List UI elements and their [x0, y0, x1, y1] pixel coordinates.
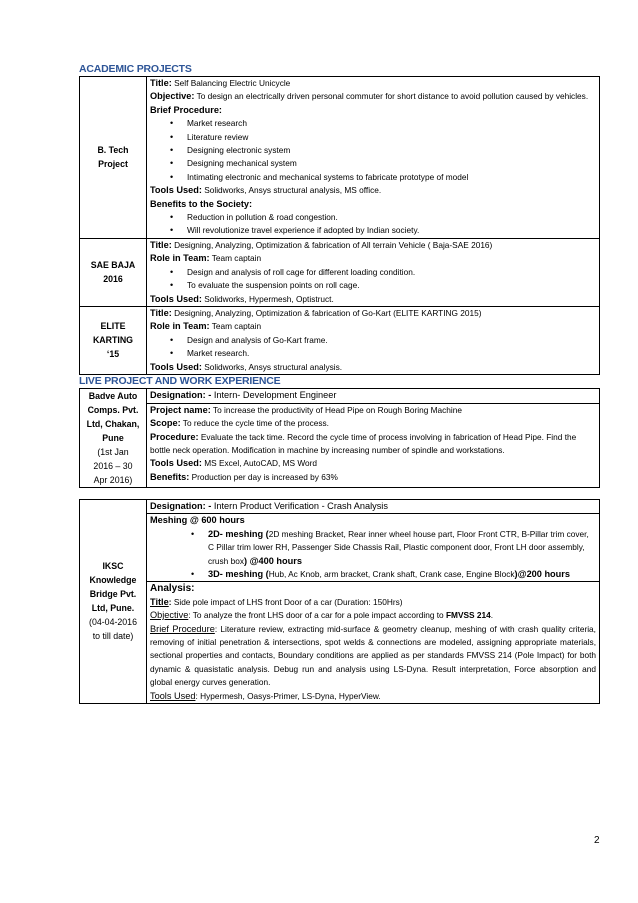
iksc-meshing-row [80, 514, 600, 582]
iksc-company-line2: Knowledge [89, 575, 137, 586]
list-item: • 2D- meshing (2D meshing Bracket, Rear inner wheel house part, Floor Front CTR, B-Pillar trim cover, C Pillar trim lower RH, Passenger Side Chassis Rail, Plastic component door, Front LH door assembly, crush box) @400 hours [208, 528, 596, 568]
btech-benefits-label: Benefits to the Society: [150, 198, 253, 209]
iksc-analysis-row [80, 582, 600, 704]
sae-baja-label-line1: SAE BAJA [90, 260, 136, 271]
elite-karting-row [80, 306, 600, 374]
badve-company-line3: Ltd, Chakan, [86, 418, 140, 429]
sae-baja-details-cell [147, 238, 600, 306]
btech-procedure-label: Brief Procedure: [150, 104, 222, 115]
btech-procedure-list [150, 117, 596, 184]
sae-baja-row [80, 238, 600, 306]
btech-title: Title: Self Balancing Electric Unicycle [150, 78, 291, 88]
elite-karting-details-cell [147, 306, 600, 374]
btech-label-line1: B. Tech [97, 145, 129, 156]
academic-projects-heading: ACADEMIC PROJECTS [79, 63, 192, 75]
badve-designation-cell: Designation: - Intern- Development Engineer [147, 388, 600, 403]
list-item: • 3D- meshing (Hub, Ac Knob, arm bracket, Crank shaft, Crank case, Engine Block)@200 hours [208, 568, 596, 581]
iksc-analysis-cell [147, 582, 600, 704]
table-spacer [79, 488, 602, 499]
iksc-designation-row [80, 499, 600, 513]
analysis-tools: Tools Used: Hypermesh, Oasys-Primer, LS-Dyna, HyperView. [150, 690, 381, 701]
elite-tools: Tools Used: Solidworks, Ansys structural analysis. [150, 361, 343, 372]
list-item: • Reduction in pollution & road congestion. [187, 211, 596, 224]
sae-baja-list [150, 266, 596, 293]
list-item: • Literature review [187, 131, 596, 144]
badve-procedure: Procedure: Evaluate the tack time. Record the cycle time of process involving in fabrication of Head Pipe. Find the bottle neck operation. Modification in machine by increasing number of spindle and workstations. [150, 431, 577, 456]
live-project-heading: LIVE PROJECT AND WORK EXPERIENCE [79, 374, 281, 387]
iksc-dates-line2: to till date) [92, 631, 134, 642]
badve-project: Project name: To increase the productivity of Head Pipe on Rough Boring Machine [150, 404, 462, 415]
btech-objective: Objective: To design an electrically driven personal commuter for short distance to avoid pollution caused by vehicles. [150, 91, 589, 102]
list-item: • Design and analysis of roll cage for different loading condition. [187, 266, 596, 279]
btech-benefits-list [150, 211, 596, 238]
list-item: • Designing mechanical system [187, 157, 596, 170]
badve-dates-line2: 2016 – 30 [93, 460, 133, 471]
list-item: • Market research. [187, 347, 596, 360]
sae-baja-label-cell [80, 238, 147, 306]
iksc-experience-table [79, 499, 600, 704]
academic-projects-table [79, 76, 600, 375]
elite-label-line2: KARTING [92, 335, 134, 346]
analysis-procedure: Brief Procedure: Literature review, extracting mid-surface & geometry cleanup, meshing of with crash quality criteria, removing of initial penetration & intersections, spot welds & connections are modeled, assigning appropriate materials, sectional properties and contacts, Boundary conditions are applied as per standards FMVSS 214 (Pole Impact) for both dynamic & quasistatic analysis. Debug run and analysis using LS-Dyna. Result interpretation, Force absorption and global energy curves generation. [150, 623, 596, 688]
badve-designation-row [80, 388, 600, 403]
elite-karting-label-cell [80, 306, 147, 374]
analysis-title: Title: Side pole impact of LHS front Door of a car (Duration: 150Hrs) [150, 596, 403, 607]
badve-company-line2: Comps. Pvt. [87, 404, 139, 415]
elite-list [150, 334, 596, 361]
badve-benefits: Benefits: Production per day is increased by 63% [150, 471, 338, 482]
elite-label-line3: ‘15 [106, 349, 120, 360]
badve-company-line4: Pune [102, 432, 124, 443]
badve-scope: Scope: To reduce the cycle time of the process. [150, 418, 329, 429]
btech-project-row [80, 77, 600, 239]
badve-details-row [80, 403, 600, 487]
elite-role: Role in Team: Team captain [150, 321, 262, 332]
analysis-objective: Objective: To analyze the front LHS door of a car for a pole impact according to FMVSS 214. [150, 610, 494, 621]
analysis-heading: Analysis: [150, 583, 195, 595]
page-number: 2 [594, 835, 600, 846]
badve-company-line1: Badve Auto [88, 390, 138, 401]
resume-page [79, 63, 602, 704]
iksc-company-line4: Ltd, Pune. [91, 603, 135, 614]
iksc-designation-cell: Designation: - Intern Product Verification - Crash Analysis [147, 499, 600, 513]
list-item: • Designing electronic system [187, 144, 596, 157]
sae-baja-tools: Tools Used: Solidworks, Hypermesh, Optistruct. [150, 293, 334, 304]
list-item: • To evaluate the suspension points on roll cage. [187, 279, 596, 292]
badve-dates-line3: Apr 2016) [93, 474, 133, 485]
btech-details-cell [147, 77, 600, 239]
btech-label-cell [80, 77, 147, 239]
list-item: • Intimating electronic and mechanical systems to fabricate prototype of model [187, 171, 596, 184]
badve-experience-table [79, 388, 600, 488]
elite-title: Title: Designing, Analyzing, Optimization & fabrication of Go-Kart (ELITE KARTING 2015) [150, 307, 482, 318]
sae-baja-role: Role in Team: Team captain [150, 253, 262, 264]
iksc-company-cell [80, 499, 147, 703]
badve-details-cell [147, 403, 600, 487]
btech-label-line2: Project [98, 159, 128, 170]
iksc-company-line3: Bridge Pvt. [89, 589, 137, 600]
iksc-meshing-cell [147, 514, 600, 582]
badve-tools: Tools Used: MS Excel, AutoCAD, MS Word [150, 458, 318, 469]
meshing-list [150, 528, 596, 582]
badve-company-cell [80, 388, 147, 487]
list-item: • Design and analysis of Go-Kart frame. [187, 334, 596, 347]
iksc-company-line1: IKSC [102, 561, 124, 572]
list-item: • Will revolutionize travel experience if adopted by Indian society. [187, 224, 596, 237]
iksc-dates-line1: (04-04-2016 [89, 617, 137, 628]
meshing-heading: Meshing @ 600 hours [150, 515, 245, 526]
badve-dates-line1: (1st Jan [97, 446, 129, 457]
list-item: • Market research [187, 117, 596, 130]
btech-tools: Tools Used: Solidworks, Ansys structural analysis, MS office. [150, 185, 382, 196]
elite-label-line1: ELITE [100, 321, 126, 332]
sae-baja-label-line2: 2016 [103, 274, 123, 285]
sae-baja-title: Title: Designing, Analyzing, Optimization & fabrication of All terrain Vehicle ( Baja-SAE 2016) [150, 239, 493, 250]
